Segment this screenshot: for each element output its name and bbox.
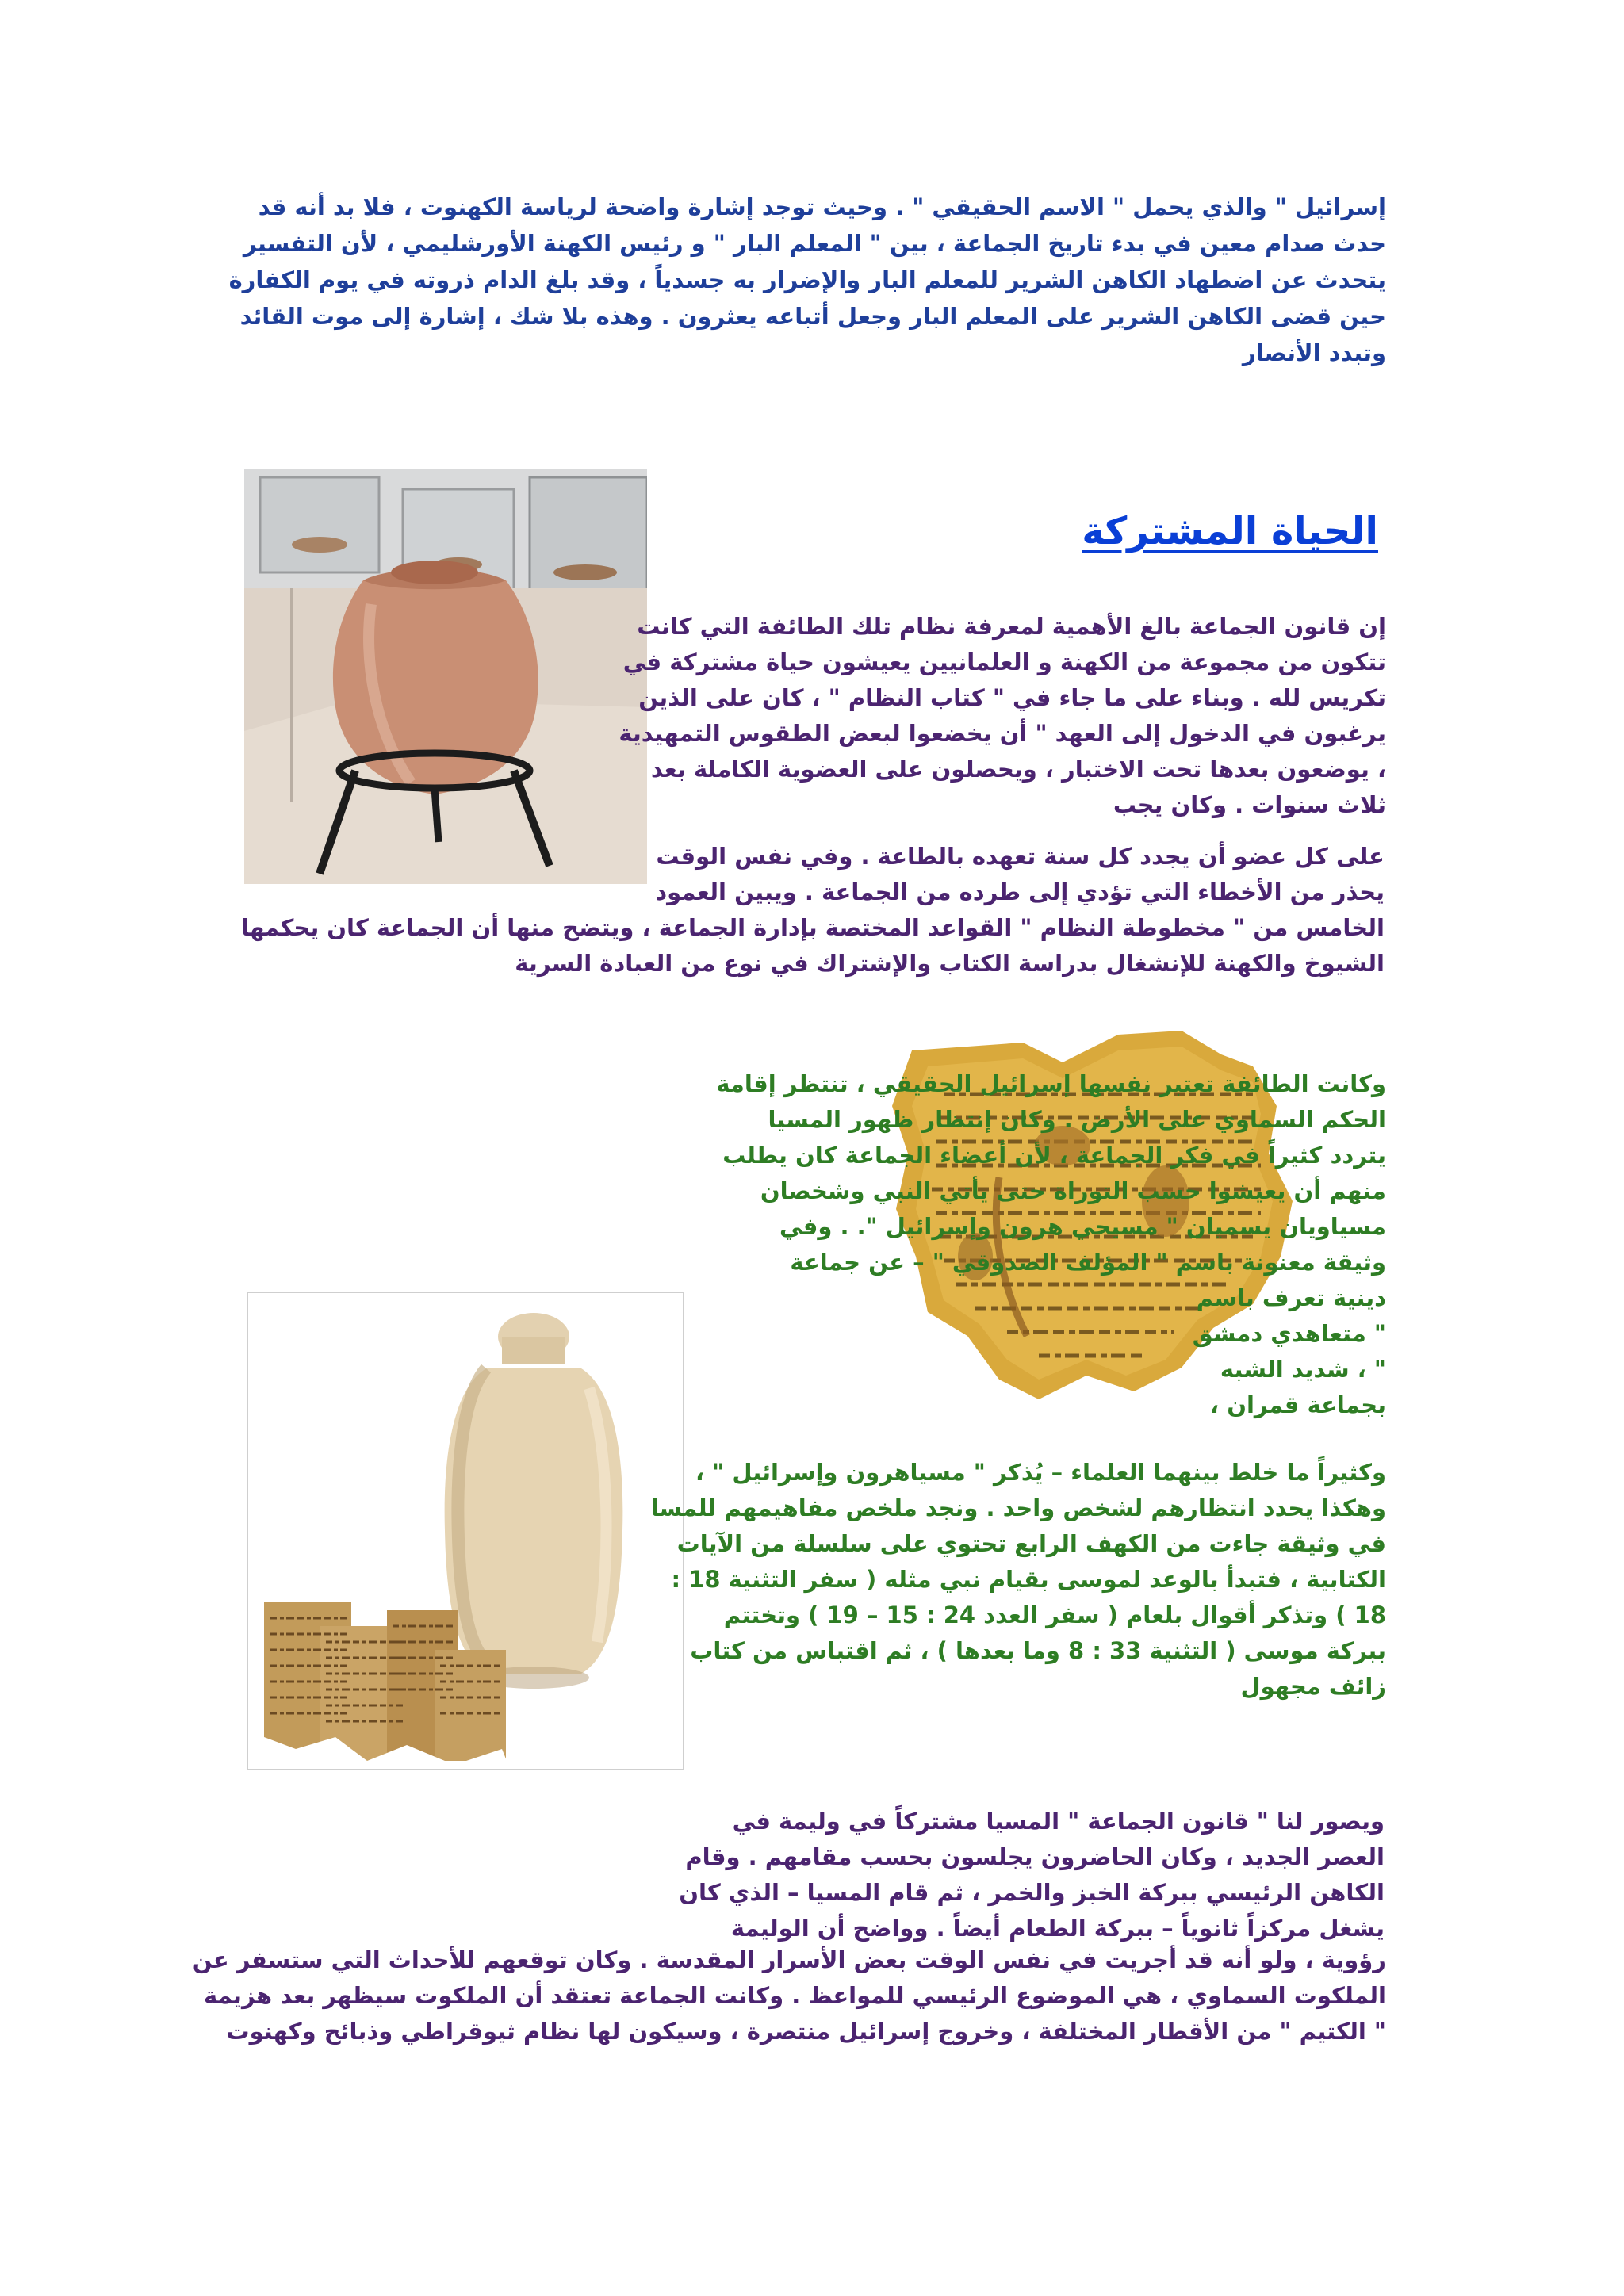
- paragraph-testimonia: [651, 1455, 1386, 1705]
- text-line: الملكوت السماوي ، هي الموضوع الرئيسي للمواعظ . وكانت الجماعة تعتقد أن الملكوت سيظهر بعد هزيمة: [204, 1982, 1386, 2009]
- paragraph-intro: [229, 189, 1386, 371]
- text-line: " ، شديد الشبه: [1220, 1356, 1386, 1383]
- text-line: حين قضى الكاهن الشرير على المعلم البار وجعل أتباعه يعثرون . وهذه بلا شك ، إشارة إلى موت القائد: [239, 303, 1386, 330]
- text-line: ثلاث سنوات . وكان يجب: [1113, 791, 1386, 818]
- text-line: 18 ) وتذكر أقوال بلعام ( سفر العدد 24 : 15 – 19 ) وتختتم: [723, 1601, 1386, 1628]
- text-line: منهم أن يعيشوا حسب التوراة حتى يأتي النبي وشخصان: [760, 1177, 1386, 1204]
- text-line: وهكذا يحدد انتظارهم لشخص واحد . ونجد ملخص مفاهيمهم للمسا: [650, 1494, 1386, 1521]
- text-line: دينية تعرف باسم: [1196, 1284, 1386, 1311]
- text-line: " الكتيم " من الأقطار المختلفة ، وخروج إسرائيل منتصرة ، وسيكون لها نظام ثيوقراطي وذبائح وكهنوت: [226, 2018, 1386, 2045]
- text-line: على كل عضو أن يجدد كل سنة تعهده بالطاعة . وفي نفس الوقت: [656, 843, 1385, 870]
- paragraph-messiah: [716, 1066, 1386, 1423]
- text-line: " متعاهدي دمشق: [1192, 1320, 1386, 1347]
- text-line: تتكون من مجموعة من الكهنة و العلمانيين يعيشون حياة مشتركة في: [622, 649, 1386, 675]
- text-line: الشيوخ والكهنة للإنشغال بدراسة الكتاب والإشتراك في نوع من العبادة السرية: [515, 950, 1385, 977]
- paragraph-kingdom: [193, 1942, 1386, 2049]
- section-heading: الحياة المشتركة: [1082, 509, 1378, 553]
- text-line: إن قانون الجماعة بالغ الأهمية لمعرفة نظام تلك الطائفة التي كانت: [637, 613, 1386, 640]
- text-line: الخامس من " مخطوطة النظام " القواعد المختصة بإدارة الجماعة ، ويتضح منها أن الجماعة كان يحكمها: [241, 914, 1385, 941]
- text-line: ببركة موسى ( التثنية 33 : 8 وما بعدها ) ، ثم اقتباس من كتاب: [690, 1637, 1386, 1664]
- text-line: يرغبون في الدخول إلى العهد " أن يخضعوا لبعض الطقوس التمهيدية: [619, 720, 1386, 747]
- text-line: وكانت الطائفة تعتبر نفسها إسرائيل الحقيقي ، تنتظر إقامة: [716, 1070, 1386, 1097]
- text-line: وثيقة معنونة باسم " المؤلف الصدوقي " – عن جماعة: [790, 1249, 1386, 1276]
- text-line: الحكم السماوي على الأرض . وكان إنتظار ظهور المسيا: [768, 1106, 1386, 1133]
- text-line: وتبدد الأنصار: [1242, 339, 1386, 366]
- text-line: في وثيقة جاءت من الكهف الرابع تحتوي على سلسلة من الآيات: [676, 1530, 1386, 1557]
- paragraph-banquet: [679, 1804, 1385, 1946]
- text-line: ويصور لنا " قانون الجماعة " المسيا مشتركاً في وليمة في: [732, 1808, 1385, 1835]
- paragraph-membership: [241, 839, 1385, 982]
- text-line: رؤوية ، ولو أنه قد أجريت في نفس الوقت بعض الأسرار المقدسة . وكان توقعهم للأحداث التي ستسفر عن: [192, 1946, 1386, 1973]
- text-line: مسياويان يسميان " مسيحي هرون وإسرائيل ". . وفي: [779, 1213, 1386, 1240]
- text-line: إسرائيل " والذي يحمل " الاسم الحقيقي " . وحيث توجد إشارة واضحة لرياسة الكهنوت ، فلا بد أنه قد: [258, 193, 1386, 220]
- text-line: الكتابية ، فتبدأ بالوعد لموسى بقيام نبي مثله ( سفر التثنية 18 :: [671, 1566, 1386, 1593]
- text-line: الكاهن الرئيسي ببركة الخبز والخمر ، ثم قام المسيا – الذي كان: [679, 1879, 1385, 1906]
- scroll-jar-photo: [247, 1292, 684, 1770]
- text-line: يحذر من الأخطاء التي تؤدي إلى طرده من الجماعة . ويبين العمود: [655, 878, 1385, 905]
- text-line: ، يوضعون بعدها تحت الاختبار ، ويحصلون على العضوية الكاملة بعد: [650, 756, 1386, 783]
- text-line: يتحدث عن اضطهاد الكاهن الشرير للمعلم البار والإضرار به جسدياً ، وقد بلغ الدام ذروته في يوم الكفارة: [228, 266, 1386, 293]
- text-line: زائف مجهول: [1240, 1673, 1386, 1700]
- paragraph-community-rule: [619, 609, 1386, 823]
- text-line: العصر الجديد ، وكان الحاضرون يجلسون بحسب مقامهم . وقام: [685, 1843, 1385, 1870]
- text-line: يتردد كثيراً في فكر الجماعة ، لأن أعضاء الجماعة كان يطلب: [722, 1142, 1386, 1169]
- text-line: يشغل مركزاً ثانوياً – ببركة الطعام أيضاً . وواضح أن الوليمة: [730, 1915, 1385, 1942]
- text-line: تكريس لله . وبناء على ما جاء في " كتاب النظام " ، كان على الذين: [638, 684, 1386, 711]
- text-line: حدث صدام معين في بدء تاريخ الجماعة ، بين " المعلم البار " و رئيس الكهنة الأورشليمي ، لأن التفسير: [243, 230, 1386, 257]
- museum-jar-photo: [244, 469, 647, 884]
- text-line: بجماعة قمران ،: [1210, 1391, 1386, 1418]
- text-line: وكثيراً ما خلط بينهما العلماء – يُذكر " مسياهرون وإسرائيل " ،: [695, 1459, 1386, 1486]
